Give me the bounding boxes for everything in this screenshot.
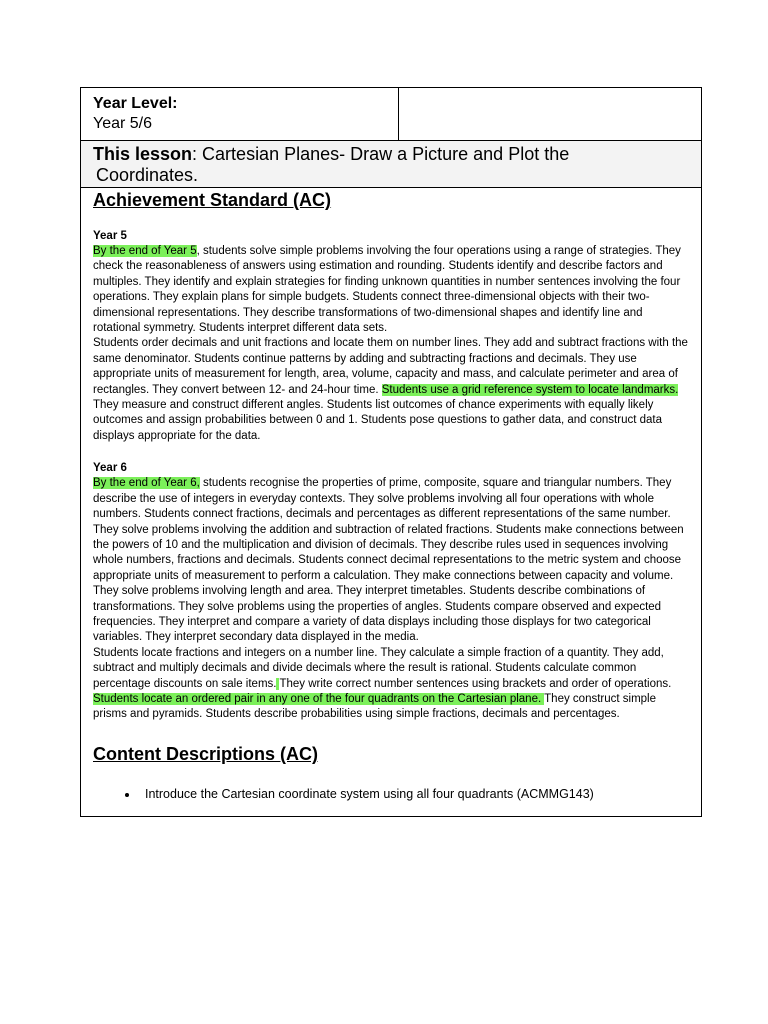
- lesson-plan-table: [80, 87, 702, 817]
- year6-highlight-1: By the end of Year 6,: [93, 477, 200, 490]
- year-level-cell: [81, 88, 399, 140]
- year5-label: Year 5: [93, 230, 127, 242]
- lesson-row: [81, 141, 701, 188]
- year5-text-2a: Students order decimals and unit fractions and locate them on number lines. They add and subtract fractions with the same denominator. Students continue patterns by adding and subtracting fractions and decimals. They use appropriate units of measurement for length, area, volume, capacity and mass, and calculate perimeter and area of rectangles. They convert between 12- and 24-hour time.: [93, 337, 688, 396]
- year-level-value: Year 5/6: [93, 115, 153, 132]
- content-descriptions-list: [93, 786, 689, 802]
- year-level-label: Year Level:: [93, 95, 178, 112]
- year6-text-1: students recognise the properties of prime, composite, square and triangular numbers. They describe the use of integers in everyday contexts. They solve problems involving all four operations with whole numbers. Students connect fractions, decimals and percentages as different representations of the same number. They solve problems involving the addition and subtraction of related fractions. Students make connections between the powers of 10 and the multiplication and division of decimals. They describe rules used in sequences involving whole numbers, fractions and decimals. Students connect decimal representations to the metric system and choose appropriate units of measurement to perform a calculation. They make connections between capacity and volume. They solve problems involving length and area. They interpret timetables. Students describe combinations of transformations. They solve problems using the properties of angles. Students compare observed and expected frequencies. They interpret and compare a variety of data displays including those displays for two categorical variables. They interpret secondary data displayed in the media.: [93, 477, 684, 644]
- year6-text-2c: They construct simple prisms and pyramids. Students describe probabilities using simple fractions, decimals and percentages.: [93, 692, 657, 721]
- year6-text-2a: Students locate fractions and integers on a number line. They calculate a simple fraction of a quantity. They add, subtract and multiply decimals and divide decimals where the result is rational. Students calculate common percentage discounts on sale items.: [93, 646, 664, 690]
- year5-text-1: , students solve simple problems involving the four operations using a range of strategies. They check the reasonableness of answers using estimation and rounding. Students identify and describe factors and multiples. They identify and explain strategies for finding unknown quantities in number sentences involving the four operations. They explain plans for simple budgets. Students connect three-dimensional objects with their two-dimensional representations. They describe transformations of two-dimensional shapes and identify line and rotational symmetry. Students interpret different data sets.: [93, 245, 681, 335]
- year5-paragraph-1: [93, 244, 689, 336]
- achievement-heading: Achievement Standard (AC): [93, 190, 332, 210]
- list-item: • Introduce the Cartesian coordinate system using all four quadrants (ACMMG143): [139, 786, 689, 802]
- year5-highlight-1: By the end of Year 5: [93, 245, 197, 257]
- year5-highlight-2: Students use a grid reference system to locate landmarks.: [381, 383, 679, 396]
- content-descriptions-heading: Content Descriptions (AC): [93, 743, 318, 764]
- year5-paragraph-2: [93, 336, 689, 444]
- lesson-prefix: This lesson: [93, 144, 193, 164]
- empty-cell: [399, 88, 701, 140]
- year6-paragraph-2: [93, 646, 689, 723]
- year6-label: Year 6: [93, 462, 127, 475]
- year-level-row: [81, 88, 701, 141]
- lesson-colon: :: [192, 144, 203, 164]
- content-section: [81, 188, 701, 816]
- year6-paragraph-1: [93, 476, 689, 645]
- year5-text-2b: They measure and construct different angles. Students list outcomes of chance experiments with equally likely outcomes and assign probabilities between 0 and 1. Students pose questions to gather data, and construct data displays appropriate for the data.: [93, 399, 662, 442]
- lesson-title-line1: Cartesian Planes- Draw a Picture and Plot the: [202, 144, 570, 164]
- year6-highlight-2: Students locate an ordered pair in any one of the four quadrants on the Cartesian plane.: [93, 692, 545, 705]
- lesson-title-line2: Coordinates.: [96, 165, 199, 185]
- year6-text-2b: They write correct number sentences using brackets and order of operations.: [279, 677, 672, 690]
